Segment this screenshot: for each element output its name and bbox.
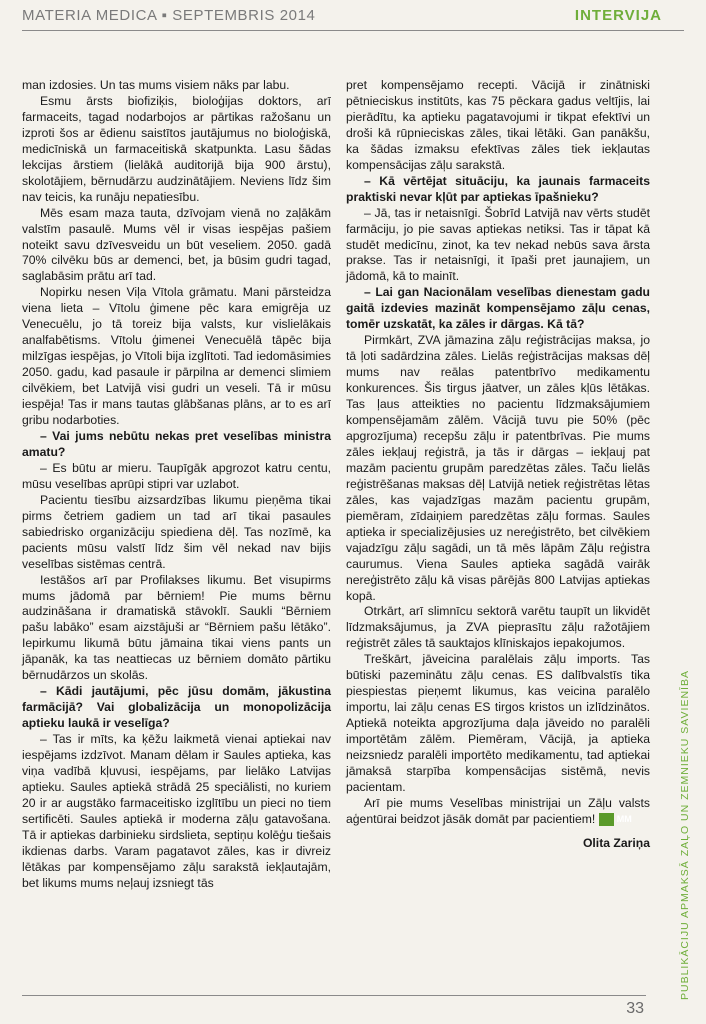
paragraph: Iestāšos arī par Profilakses likumu. Bet visupirms mums jādomā par bērniem! Pie mums bērnu audzināšana ir dramatiskā stāvoklī. Saukli “Bērniem pašu labāko” esam aizstājuši ar “Bērniem pašu lētāko”. Iepirkumu likumā būtu jāmaina tikai viens pants un jāpanāk, ka tas neattiecas uz bērniem domāto pārtiku bērnudārzos un skolās.: [22, 572, 331, 683]
left-column: [22, 78, 331, 892]
paragraph: – Tas ir mīts, ka ķēžu laikmetā vienai aptiekai nav iespējams izdzīvot. Manam dēlam ir Saules aptieka, kas viņa vadībā kļuvusi, iespējams, par lielāko Latvijas aptieku. Saules aptiekā strādā 25 speciālisti, no kuriem 20 ir ar augstāko farmaceitisko izglītību un pieci no tiem sertificēti. Saules aptiekā ir moderna zāļu gatavošana. Tā ir aptiekas darbinieku sirdslieta, septiņu kolēģu tiešais ikdienas darbs. Varam pagatavot zāles, kas ir divreiz lētākas par kompensējamo zāļu sarakstā iekļautajām, bet likums mums neļauj izsniegt tās: [22, 732, 331, 890]
interview-question: – Vai jums nebūtu nekas pret veselības ministra amatu?: [22, 428, 331, 459]
paragraph: pret kompensējamo recepti. Vācijā ir zinātniski pētnieciskus institūts, kas 75 pēckara gadus veltījis, lai pierādītu, ka aptieku pagatavojumi ir tikpat efektīvi un droši kā rūpnieciskas zāles, tikai lētāki. Gan panākšu, ka šādas izmaksu efektīvas zāles tiek iekļautas kompensācijas zāļu sarakstā.: [346, 78, 650, 172]
paragraph-text: Arī pie mums Veselības ministrijai un Zāļu valsts aģentūrai beidzot jāsāk domāt par pacientiem!: [346, 795, 650, 826]
sponsor-side-label: [671, 570, 691, 1000]
interview-question: – Kādi jautājumi, pēc jūsu domām, jākustina farmācijā? Vai globalizācija un monopolizācija aptieku laukā ir veselīga?: [22, 684, 331, 731]
interview-question: – Lai gan Nacionālam veselības dienestam gadu gaitā izdevies mazināt kompensējamo zāļu cenas, tomēr uzskatāt, ka zāles ir dārgas. Kā tā?: [346, 285, 650, 332]
paragraph: man izdosies. Un tas mums visiem nāks par labu.: [22, 78, 290, 92]
page-header: [0, 0, 706, 40]
paragraph: Esmu ārsts biofiziķis, bioloģijas doktors, arī farmaceits, tagad nodarbojos ar pārtikas ražošanu un izproti šos ar ēdienu saistītos jautājumus no bioloģiskā, medicīniskā un farmaceitiskā skatpunkta. Lasu šādas lekcijas ārstiem (lielākā auditorijā bija 900 ārstu), skolotājiem, bērnudārzu audzinātājiem. Neviens līdz šim nav teicis, ka runāju nepatiesību.: [22, 93, 331, 204]
publication-title: MATERIA MEDICA ▪ SEPTEMBRIS 2014: [22, 7, 316, 24]
header-rule: [22, 30, 684, 31]
paragraph: Pacientu tiesību aizsardzības likumu pieņēma tikai pirms četriem gadiem un tad arī tikai pasaules sabiedrisko organizāciju spiediena dēļ. Tas nozīmē, ka pacients mūsu valstī līdz šim vēl nekad nav bijis veselības sistēmas centrā.: [22, 492, 331, 571]
right-column: [346, 78, 650, 852]
footer-rule: [22, 995, 646, 996]
end-mark-icon: MM: [599, 813, 614, 826]
page-number: 33: [626, 1000, 644, 1017]
interview-question: – Kā vērtējat situāciju, ka jaunais farmaceits praktiski nevar kļūt par aptiekas īpašnieku?: [346, 173, 650, 204]
paragraph: Pirmkārt, ZVA jāmazina zāļu reģistrācijas maksa, jo tā ļoti sadārdzina zāles. Lielās reģistrācijas maksas dēļ mums nav reālas patentbrīvo medikamentu konkurences. Šis tirgus jāatver, un zāles kļūs lētākas. Tas ļaus atteikties no pacientu līdzmaksājumiem kompensējamām zālēm. Vācijā tuvu pie 50% (pēc apgrozījuma) recepšu zāļu ir patentbrīvas. Pie mums zāles iekļauj reģistrā, ja tās ir dārgas – iekļauj pat mazām pacientu grupām paredzētas zāles. Taču lielās reģistrēšanas maksas dēļ Latvijā netiek reģistrētas lētas zāles, kas vajadzīgas mazām pacientu grupām, piemēram, zīdaiņiem paredzētas zāļu formas. Saules aptieka ir specializējusies uz nereģistrēto, bet cilvēkiem vajadzīgu zāļu sagādi, un tā mēs lāpām Zāļu reģistra caurumus. Viena Saules aptieka sagādā vairāk nereģistrēto zāļu kā visas pārējās 800 Latvijas aptiekas kopā.: [346, 333, 650, 603]
paragraph: – Es būtu ar mieru. Taupīgāk apgrozot katru centu, mūsu veselības aprūpi stipri var uzlabot.: [22, 460, 331, 491]
paragraph: – Jā, tas ir netaisnīgi. Šobrīd Latvijā nav vērts studēt farmāciju, jo pie savas aptiekas netiksi. Tas ir tāpat kā studēt medicīnu, zinot, ka tev nekad nebūs sava ārsta prakse. Tas ir netaisnīgi, it īpaši pret jaunajiem, un jādomā, kā to mainīt.: [346, 205, 650, 284]
paragraph: Treškārt, jāveicina paralēlais zāļu imports. Tas būtiski pazeminātu zāļu cenas. ES dalībvalstīs tika piespiestas pieņemt likumus, kas veicina paralēlo importu, lai zāļu cenas ES tirgos kristos un izlīdzinātos. Aptiekā noteikta apgrozījuma daļa jāveido no paralēli importētām zālēm. Piemēram, Vācijā, ja aptieka neizsniedz paralēli importēto medikamentu, tad aptiekai jāmaksā starpība kompensācijas sistēmā, nevis pacientam.: [346, 652, 650, 794]
paragraph: [346, 796, 650, 828]
paragraph: Mēs esam maza tauta, dzīvojam vienā no zaļākām valstīm pasaulē. Mums vēl ir visas iespējas pašiem noteikt savu dzīvesveidu un būt veseliem. 2050. gadā 70% cilvēku būs ar demenci, bet, ja būsim gudri tagad, saglabāsim prātu arī tad.: [22, 205, 331, 284]
sponsor-text: PUBLIKĀCIJU APMAKSĀ ZAĻO UN ZEMNIEKU SAVIENĪBA: [679, 670, 691, 1000]
section-label: INTERVIJA: [574, 7, 662, 24]
paragraph: Nopirku nesen Viļa Vītola grāmatu. Mani pārsteidza viena lieta – Vītolu ģimene pēc kara emigrēja uz Venecuēlu, jo tā toreiz bija valsts, kur vislielākais analfabētisms. Vītolu ģimenei Venecuēlā tāpēc bija milzīgas iespējas, jo Vītoli bija izglītoti. Tad iedomāsimies 2050. gadu, kad pasaule ir pārpilna ar demenci slimiem cilvēkiem, bet Latvijā visi gudri un veseli. Tā ir mūsu iespēja! Tas ir mans tautas glābšanas plāns, ar to es arī gribu nodarboties.: [22, 285, 331, 428]
paragraph: Otrkārt, arī slimnīcu sektorā varētu taupīt un likvidēt līdzmaksājumus, ja ZVA pieprasītu zāļu ražotājiem reģistrēt zāles tā sauktajos klīniskajos iepakojumos.: [346, 604, 650, 651]
author-name: Olita Zariņa: [582, 835, 650, 850]
